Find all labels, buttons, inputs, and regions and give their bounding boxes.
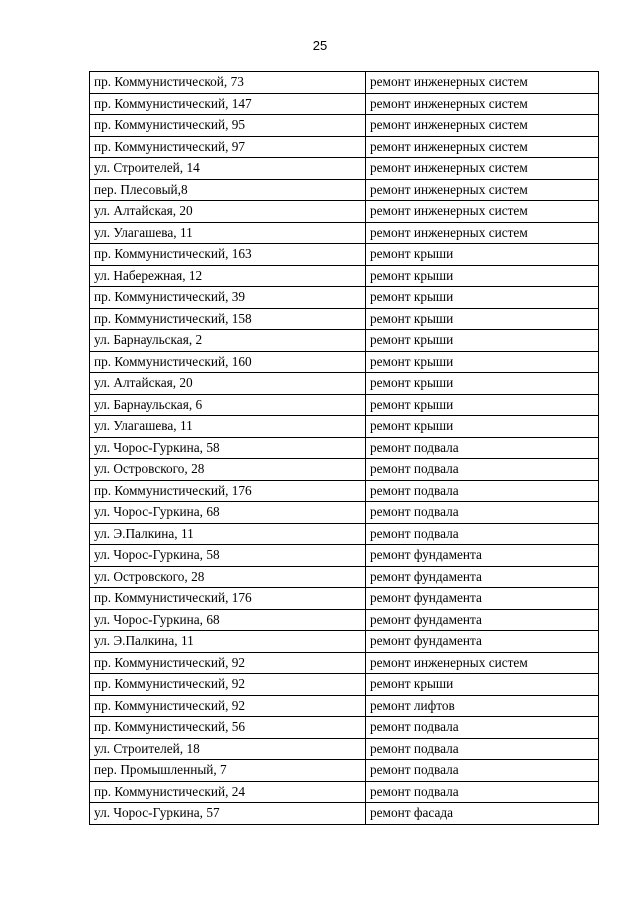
table-row bbox=[90, 158, 599, 180]
address-cell: пр. Коммунистический, 24 bbox=[90, 781, 366, 803]
table-row bbox=[90, 631, 599, 653]
table-row bbox=[90, 588, 599, 610]
table-row bbox=[90, 179, 599, 201]
work-type-cell: ремонт подвала bbox=[366, 480, 599, 502]
table-row bbox=[90, 136, 599, 158]
table-row bbox=[90, 330, 599, 352]
address-cell: ул. Алтайская, 20 bbox=[90, 201, 366, 223]
table-row bbox=[90, 566, 599, 588]
work-type-cell: ремонт фасада bbox=[366, 803, 599, 825]
work-type-cell: ремонт инженерных систем bbox=[366, 179, 599, 201]
table-row bbox=[90, 480, 599, 502]
address-cell: ул. Барнаульская, 2 bbox=[90, 330, 366, 352]
work-type-cell: ремонт инженерных систем bbox=[366, 115, 599, 137]
address-cell: пр. Коммунистический, 92 bbox=[90, 674, 366, 696]
address-cell: ул. Чорос-Гуркина, 68 bbox=[90, 609, 366, 631]
work-type-cell: ремонт инженерных систем bbox=[366, 222, 599, 244]
address-cell: ул. Строителей, 14 bbox=[90, 158, 366, 180]
table-row bbox=[90, 459, 599, 481]
table-row bbox=[90, 545, 599, 567]
work-type-cell: ремонт инженерных систем bbox=[366, 136, 599, 158]
address-cell: пр. Коммунистический, 92 bbox=[90, 652, 366, 674]
table-row bbox=[90, 609, 599, 631]
table-row bbox=[90, 72, 599, 94]
table-row bbox=[90, 265, 599, 287]
work-type-cell: ремонт крыши bbox=[366, 351, 599, 373]
repair-works-table bbox=[89, 71, 599, 825]
address-cell: пр. Коммунистический, 158 bbox=[90, 308, 366, 330]
table-row bbox=[90, 717, 599, 739]
table-row bbox=[90, 760, 599, 782]
work-type-cell: ремонт подвала bbox=[366, 437, 599, 459]
work-type-cell: ремонт крыши bbox=[366, 674, 599, 696]
address-cell: пр. Коммунистический, 39 bbox=[90, 287, 366, 309]
work-type-cell: ремонт инженерных систем bbox=[366, 201, 599, 223]
work-type-cell: ремонт подвала bbox=[366, 738, 599, 760]
work-type-cell: ремонт крыши bbox=[366, 416, 599, 438]
table-row bbox=[90, 351, 599, 373]
work-type-cell: ремонт фундамента bbox=[366, 588, 599, 610]
table-row bbox=[90, 738, 599, 760]
address-cell: пр. Коммунистический, 92 bbox=[90, 695, 366, 717]
work-type-cell: ремонт крыши bbox=[366, 394, 599, 416]
work-type-cell: ремонт фундамента bbox=[366, 609, 599, 631]
address-cell: ул. Э.Палкина, 11 bbox=[90, 523, 366, 545]
work-type-cell: ремонт подвала bbox=[366, 459, 599, 481]
address-cell: пр. Коммунистический, 95 bbox=[90, 115, 366, 137]
address-cell: пр. Коммунистический, 160 bbox=[90, 351, 366, 373]
address-cell: пр. Коммунистический, 163 bbox=[90, 244, 366, 266]
work-type-cell: ремонт инженерных систем bbox=[366, 652, 599, 674]
work-type-cell: ремонт крыши bbox=[366, 287, 599, 309]
address-cell: пр. Коммунистический, 56 bbox=[90, 717, 366, 739]
address-cell: пр. Коммунистический, 97 bbox=[90, 136, 366, 158]
address-cell: ул. Барнаульская, 6 bbox=[90, 394, 366, 416]
table-row bbox=[90, 373, 599, 395]
table-row bbox=[90, 287, 599, 309]
address-cell: ул. Алтайская, 20 bbox=[90, 373, 366, 395]
table-row bbox=[90, 803, 599, 825]
page-number: 25 bbox=[312, 38, 328, 53]
address-cell: ул. Э.Палкина, 11 bbox=[90, 631, 366, 653]
address-cell: ул. Чорос-Гуркина, 58 bbox=[90, 437, 366, 459]
table-row bbox=[90, 222, 599, 244]
address-cell: ул. Чорос-Гуркина, 58 bbox=[90, 545, 366, 567]
work-type-cell: ремонт фундамента bbox=[366, 545, 599, 567]
address-cell: ул. Островского, 28 bbox=[90, 459, 366, 481]
table-row bbox=[90, 437, 599, 459]
table-row bbox=[90, 781, 599, 803]
address-cell: пр. Коммунистический, 147 bbox=[90, 93, 366, 115]
table-row bbox=[90, 523, 599, 545]
address-cell: пер. Плесовый,8 bbox=[90, 179, 366, 201]
work-type-cell: ремонт подвала bbox=[366, 760, 599, 782]
work-type-cell: ремонт крыши bbox=[366, 330, 599, 352]
address-cell: ул. Чорос-Гуркина, 68 bbox=[90, 502, 366, 524]
work-type-cell: ремонт подвала bbox=[366, 502, 599, 524]
table-body bbox=[90, 72, 599, 825]
address-cell: ул. Улагашева, 11 bbox=[90, 416, 366, 438]
table-row bbox=[90, 695, 599, 717]
work-type-cell: ремонт крыши bbox=[366, 265, 599, 287]
table-row bbox=[90, 502, 599, 524]
table-row bbox=[90, 115, 599, 137]
work-type-cell: ремонт подвала bbox=[366, 781, 599, 803]
table-row bbox=[90, 93, 599, 115]
work-type-cell: ремонт инженерных систем bbox=[366, 72, 599, 94]
work-type-cell: ремонт крыши bbox=[366, 373, 599, 395]
table-row bbox=[90, 652, 599, 674]
address-cell: пер. Промышленный, 7 bbox=[90, 760, 366, 782]
work-type-cell: ремонт инженерных систем bbox=[366, 158, 599, 180]
work-type-cell: ремонт крыши bbox=[366, 308, 599, 330]
work-type-cell: ремонт фундамента bbox=[366, 566, 599, 588]
work-type-cell: ремонт подвала bbox=[366, 523, 599, 545]
work-type-cell: ремонт инженерных систем bbox=[366, 93, 599, 115]
table-row bbox=[90, 201, 599, 223]
work-type-cell: ремонт фундамента bbox=[366, 631, 599, 653]
address-cell: ул. Строителей, 18 bbox=[90, 738, 366, 760]
table-row bbox=[90, 308, 599, 330]
table-row bbox=[90, 244, 599, 266]
table-row bbox=[90, 674, 599, 696]
work-type-cell: ремонт подвала bbox=[366, 717, 599, 739]
work-type-cell: ремонт крыши bbox=[366, 244, 599, 266]
address-cell: ул. Набережная, 12 bbox=[90, 265, 366, 287]
address-cell: ул. Чорос-Гуркина, 57 bbox=[90, 803, 366, 825]
table-row bbox=[90, 394, 599, 416]
table-row bbox=[90, 416, 599, 438]
address-cell: ул. Улагашева, 11 bbox=[90, 222, 366, 244]
address-cell: ул. Островского, 28 bbox=[90, 566, 366, 588]
address-cell: пр. Коммунистический, 176 bbox=[90, 588, 366, 610]
work-type-cell: ремонт лифтов bbox=[366, 695, 599, 717]
address-cell: пр. Коммунистической, 73 bbox=[90, 72, 366, 94]
address-cell: пр. Коммунистический, 176 bbox=[90, 480, 366, 502]
